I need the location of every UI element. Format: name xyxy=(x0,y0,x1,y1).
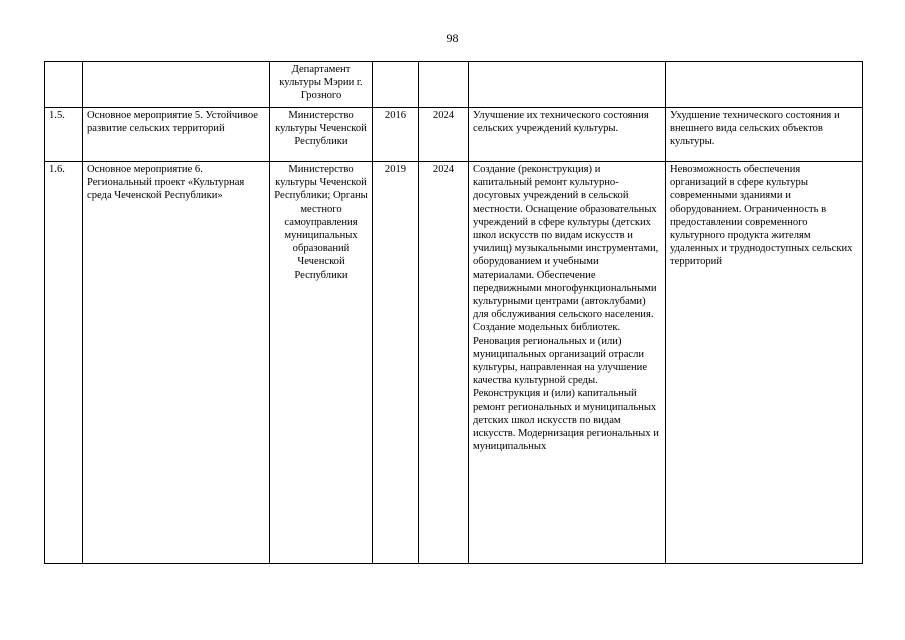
end-year-cell: 2024 xyxy=(419,162,469,564)
start-year-cell: 2019 xyxy=(373,162,419,564)
row-number-cell xyxy=(45,62,83,108)
executor-cell: Департамент культуры Мэрии г. Грозного xyxy=(270,62,373,108)
program-events-table xyxy=(44,61,863,564)
event-name-cell: Основное мероприятие 6. Региональный проект «Культурная среда Чеченской Республики» xyxy=(83,162,270,564)
expected-result-cell: Улучшение их технического состояния сельских учреждений культуры. xyxy=(469,108,666,162)
executor-cell: Министерство культуры Чеченской Республики xyxy=(270,108,373,162)
consequences-cell: Невозможность обеспечения организаций в сфере культуры современными зданиями и оборудованием. Ограниченность в предоставлении современного культурного продукта жителям удаленных и труднодоступных сельских территорий xyxy=(666,162,863,564)
start-year-cell: 2016 xyxy=(373,108,419,162)
row-number-cell: 1.5. xyxy=(45,108,83,162)
event-name-cell xyxy=(83,62,270,108)
executor-cell: Министерство культуры Чеченской Республики; Органы местного самоуправления муниципальных образований Чеченской Республики xyxy=(270,162,373,564)
end-year-cell xyxy=(419,62,469,108)
end-year-cell: 2024 xyxy=(419,108,469,162)
table-row xyxy=(45,108,863,162)
table-row xyxy=(45,162,863,564)
expected-result-cell xyxy=(469,62,666,108)
start-year-cell xyxy=(373,62,419,108)
expected-result-cell xyxy=(469,162,666,564)
page-number: 98 xyxy=(446,31,459,45)
event-name-cell: Основное мероприятие 5. Устойчивое развитие сельских территорий xyxy=(83,108,270,162)
consequences-cell: Ухудшение технического состояния и внешнего вида сельских объектов культуры. xyxy=(666,108,863,162)
consequences-cell xyxy=(666,62,863,108)
row-number-cell: 1.6. xyxy=(45,162,83,564)
expected-result-text: Создание (реконструкция) и капитальный ремонт культурно-досуговых учреждений в сельской местности. Оснащение образовательных учреждений в сфере культуры (детских школ искусств по видам искусств и училищ) музыкальными инструментами, оборудованием и учебными материалами. Обеспечение передвижными многофункциональными культурными центрами (автоклубами) для обслуживания сельского населения. Создание модельных библиотек. Реновация региональных и (или) муниципальных организаций отрасли культуры, направленная на улучшение качества культурной среды. Реконструкция и (или) капитальный ремонт региональных и муниципальных детских школ искусств по видам искусств. Модернизация региональных и муниципальных xyxy=(473,164,659,453)
table-row xyxy=(45,62,863,108)
